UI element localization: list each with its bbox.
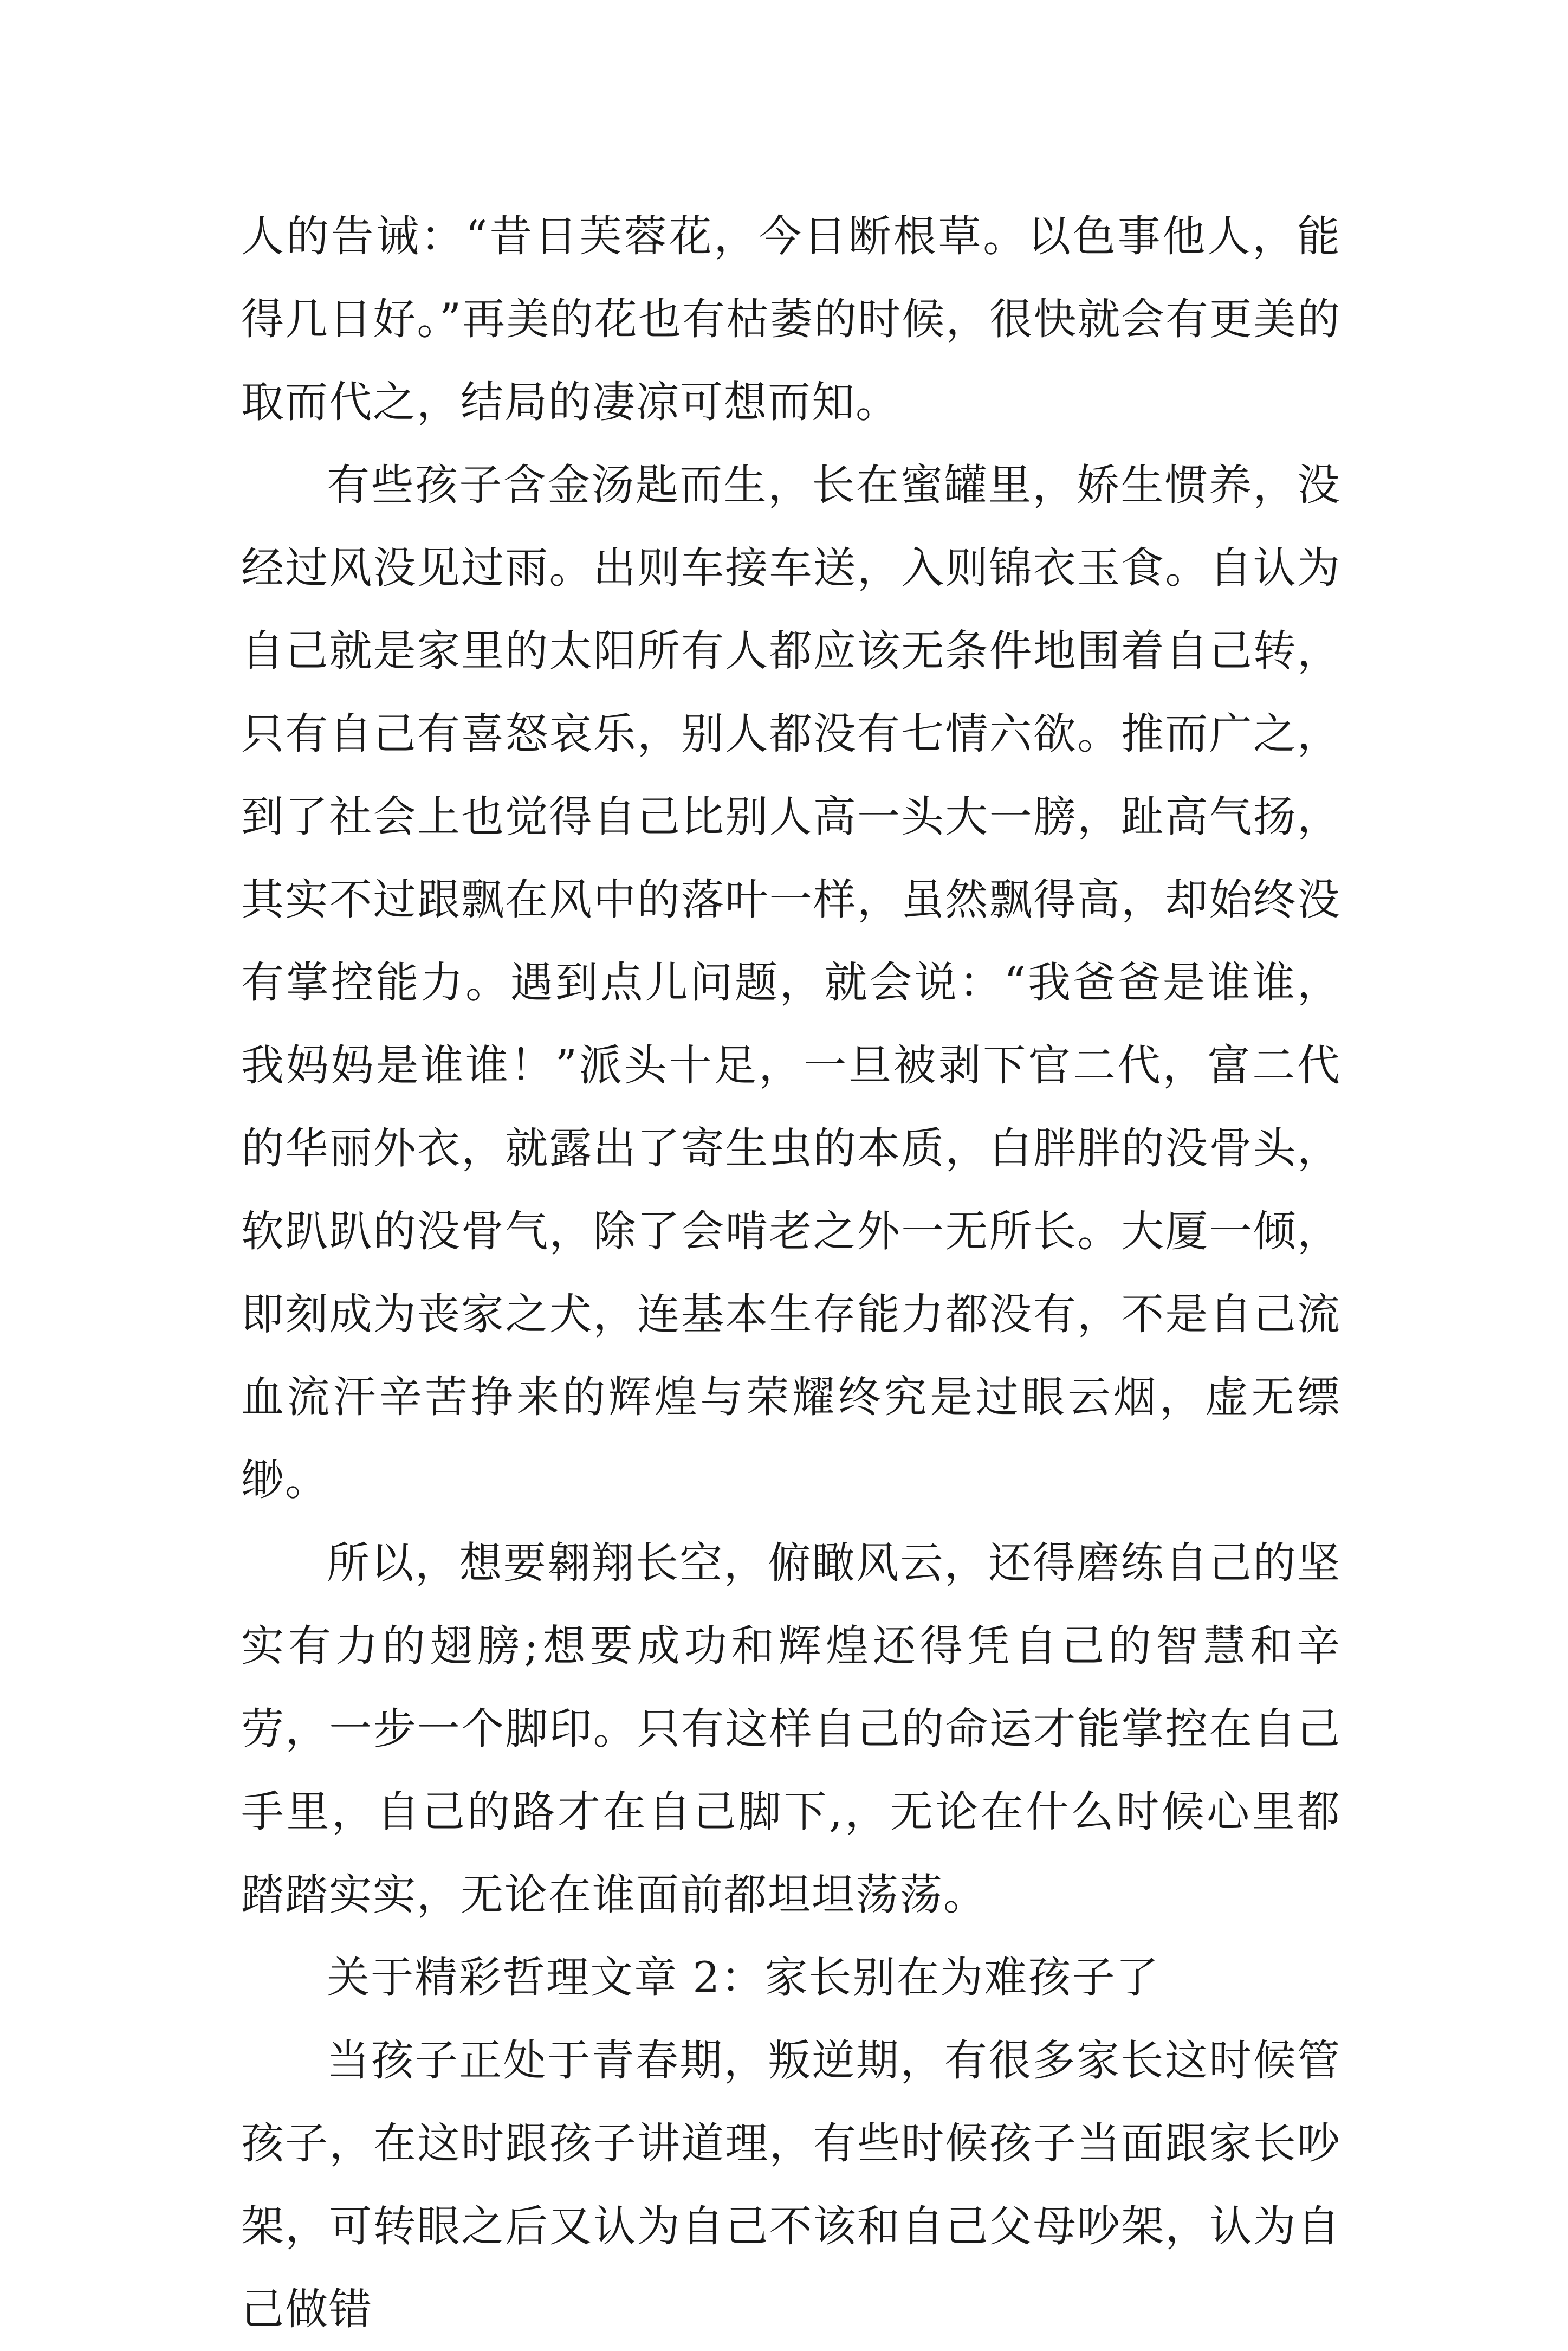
paragraph-parents: 当孩子正处于青春期，叛逆期，有很多家长这时候管孩子，在这时跟孩子讲道理，有些时候孩子当面跟家长吵架，可转眼之后又认为自己不该和自己父母吵架，认为自己做错 [241,2036,1341,2334]
paragraph-spoiled-children: 有些孩子含金汤匙而生，长在蜜罐里，娇生惯养，没经过风没见过雨。出则车接车送，入则锦衣玉食。自认为自己就是家里的太阳所有人都应该无条件地围着自己转，只有自己有喜怒哀乐，别人都没有七情六欲。推而广之，到了社会上也觉得自己比别人高一头大一膀，趾高气扬，其实不过跟飘在风中的落叶一样，虽然飘得高，却始终没有掌控能力。遇到点儿问题，就会说：“我爸爸是谁谁，我妈妈是谁谁！”派头十足，一旦被剥下官二代，富二代的华丽外衣，就露出了寄生虫的本质，白胖胖的没骨头，软趴趴的没骨气，除了会啃老之外一无所长。大厦一倾，即刻成为丧家之犬，连基本生存能力都没有，不是自己流血流汗辛苦挣来的辉煌与荣耀终究是过眼云烟，虚无缥缈。 [241,460,1341,1505]
article-heading: 关于精彩哲理文章 2：家长别在为难孩子了 [327,1953,1160,2003]
paragraph-conclusion: 所以，想要翱翔长空，俯瞰风云，还得磨练自己的坚实有力的翅膀;想要成功和辉煌还得凭自己的智慧和辛劳，一步一个脚印。只有这样自己的命运才能掌控在自己手里，自己的路才在自己脚下,，无论在什么时候心里都踏踏实实，无论在谁面前都坦坦荡荡。 [241,1538,1341,1920]
paragraph-continuation: 人的告诫：“昔日芙蓉花，今日断根草。以色事他人，能得几日好。”再美的花也有枯萎的时候，很快就会有更美的取而代之，结局的凄凉可想而知。 [241,211,1341,427]
document-body [241,195,1341,2351]
